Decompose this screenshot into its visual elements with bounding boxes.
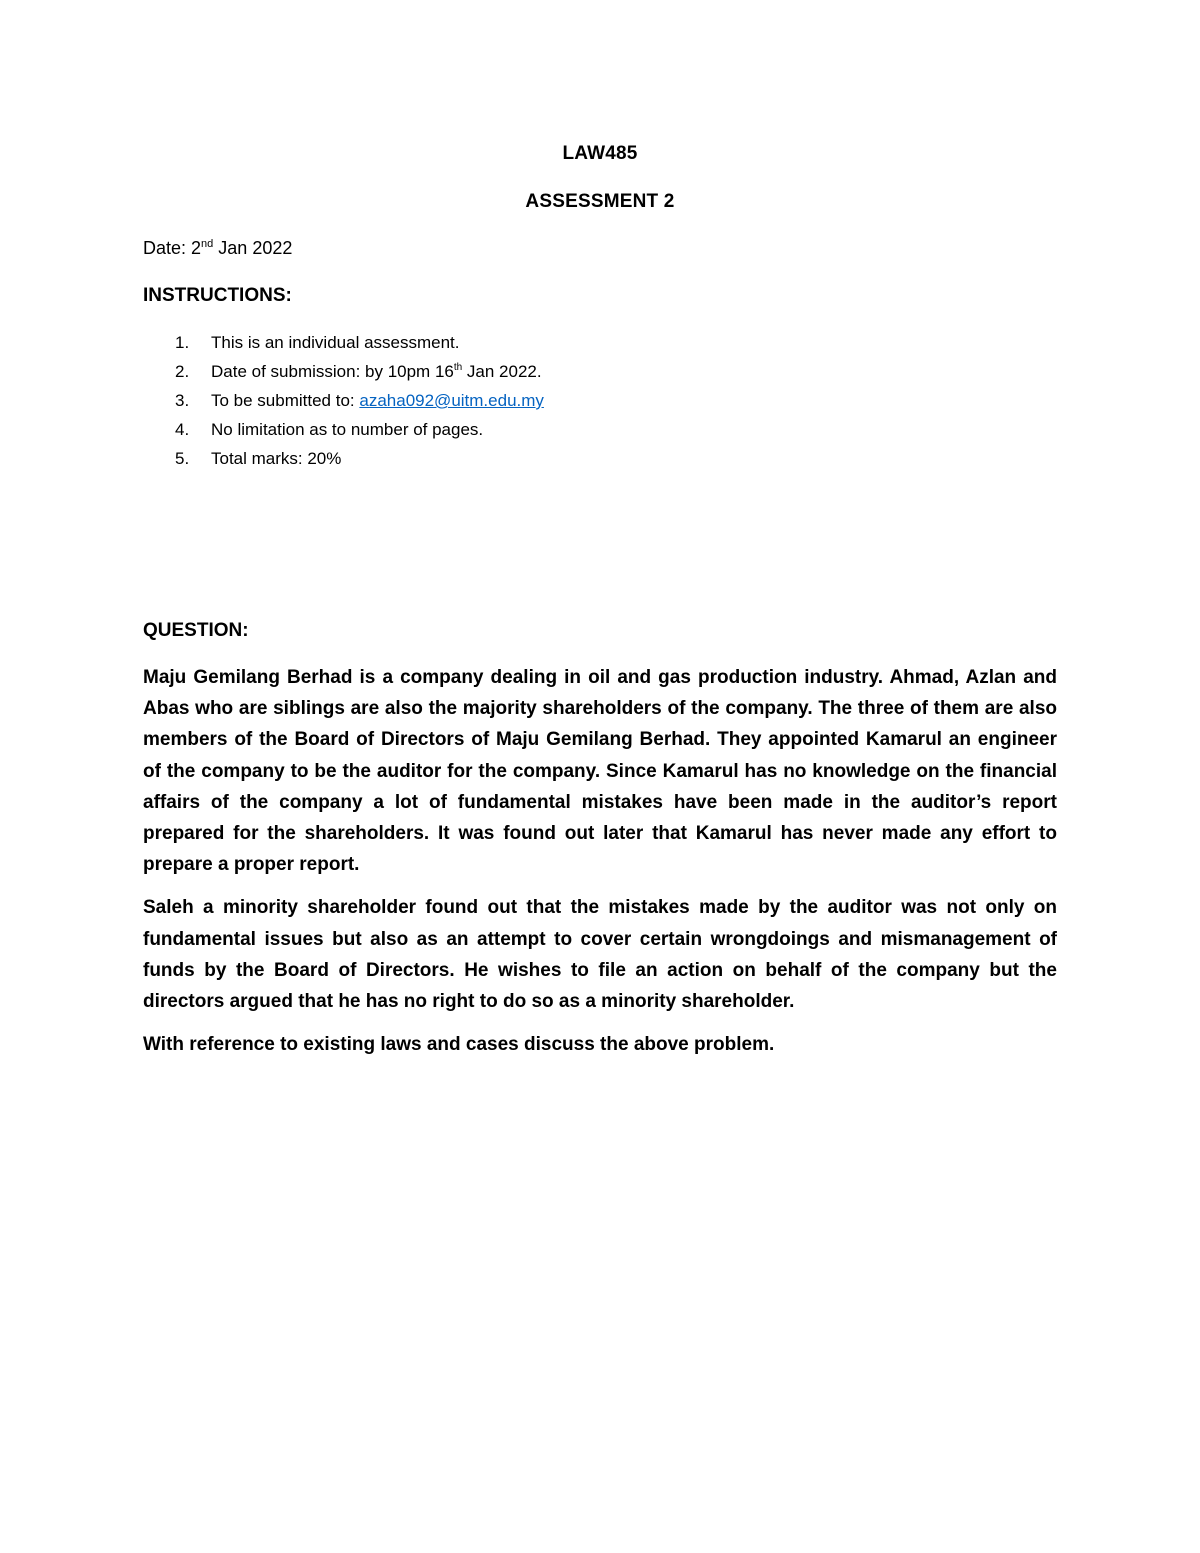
date-line (143, 238, 292, 259)
instruction-text: No limitation as to number of pages. (211, 420, 484, 439)
instruction-item-5 (143, 444, 544, 473)
question-paragraph-3: With reference to existing laws and cases discuss the above problem. (143, 1034, 775, 1056)
course-code: LAW485 (562, 143, 638, 164)
date-rest: Jan 2022 (213, 238, 293, 258)
instruction-number: 1. (175, 333, 190, 352)
instructions-list (143, 328, 544, 473)
question-heading: QUESTION: (143, 620, 249, 641)
instruction-text: Total marks: 20% (211, 449, 342, 468)
instruction-number: 4. (175, 420, 190, 439)
instruction-text: This is an individual assessment. (211, 333, 460, 352)
instruction-number: 3. (175, 391, 190, 410)
assessment-title: ASSESSMENT 2 (525, 191, 675, 212)
question-paragraph-2: Saleh a minority shareholder found out that the mistakes made by the auditor was not only on fundamental issues but also as an attempt to cover certain wrongdoings and mismanagement of funds by the Board of Directors. He wishes to file an action on behalf of the company but the directors argued that he has no right to do so as a minority shareholder. (143, 897, 1057, 1013)
question-body (143, 662, 1057, 1060)
instruction-item-2 (143, 357, 544, 386)
date-label: Date: 2 (143, 238, 202, 258)
instruction-number: 2. (175, 362, 190, 381)
instruction-number: 5. (175, 449, 190, 468)
question-paragraph-1: Maju Gemilang Berhad is a company dealing in oil and gas production industry. Ahmad, Azlan and Abas who are siblings are also the majority shareholders of the company. The three of them are also members of the Board of Directors of Maju Gemilang Berhad. They appointed Kamarul an engineer of the company to be the auditor for the company. Since Kamarul has no knowledge on the financial affairs of the company a lot of fundamental mistakes have been made in the auditor’s report prepared for the shareholders. It was found out later that Kamarul has never made any effort to prepare a proper report. (143, 667, 1057, 876)
instruction-text: Date of submission: by 10pm 16 (211, 362, 454, 381)
instruction-ordinal: th (453, 362, 463, 373)
instruction-item-1 (143, 328, 544, 357)
date-ordinal: nd (201, 238, 214, 250)
submission-email-link[interactable]: azaha092@uitm.edu.my (359, 391, 544, 410)
instruction-text: To be submitted to: (211, 391, 360, 410)
instruction-item-3 (143, 386, 544, 415)
instruction-item-4 (143, 415, 544, 444)
instruction-text-after: Jan 2022. (462, 362, 542, 381)
instructions-heading: INSTRUCTIONS: (143, 285, 292, 306)
